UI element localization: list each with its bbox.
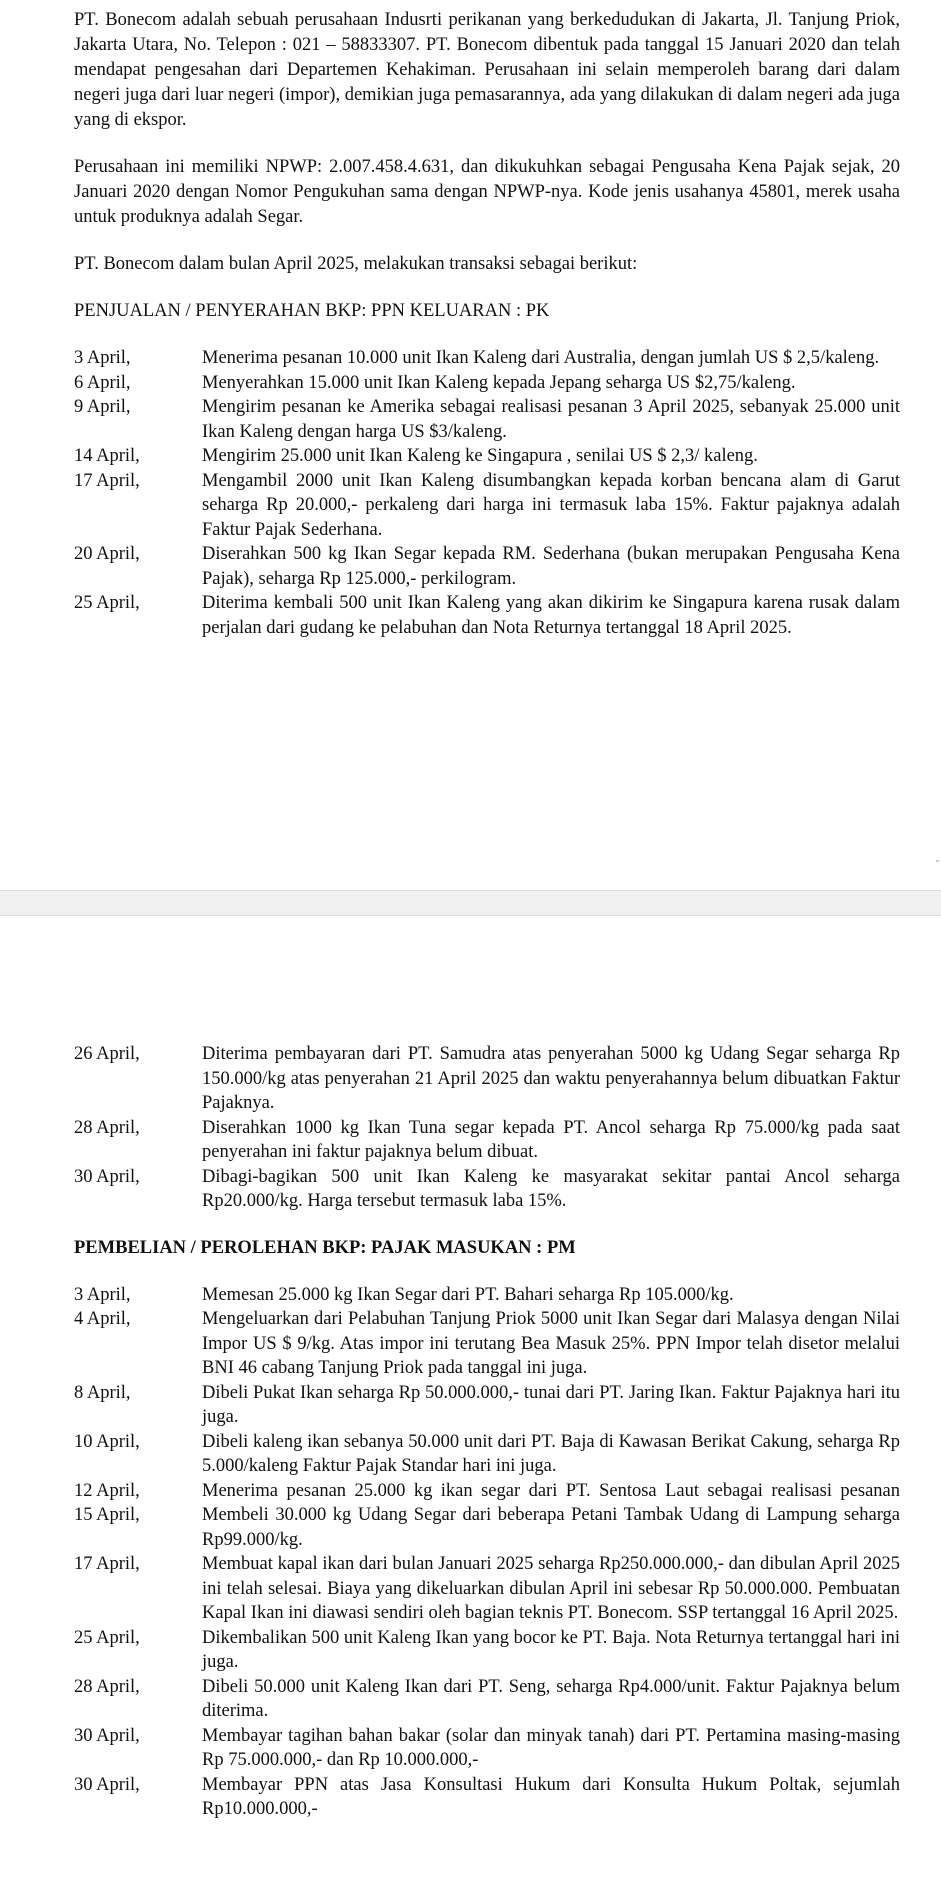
purchases-section-heading: PEMBELIAN / PEROLEHAN BKP: PAJAK MASUKAN : PM [74, 1237, 576, 1258]
transaction-description: Dibagi-bagikan 500 unit Ikan Kaleng ke masyarakat sekitar pantai Ancol seharga Rp20.000/kg. Harga tersebut termasuk laba 15%. [202, 1166, 900, 1211]
transaction-description: Dibeli kaleng ikan sebanya 50.000 unit dari PT. Baja di Kawasan Berikat Cakung, seharga Rp 5.000/kaleng Faktur Pajak Standar hari ini juga. [202, 1431, 900, 1476]
transaction-row [74, 469, 900, 543]
transaction-date: 3 April, [74, 348, 131, 368]
transaction-date: 4 April, [74, 1309, 131, 1329]
transaction-row [74, 346, 900, 371]
transaction-description: Mengeluarkan dari Pelabuhan Tanjung Priok 5000 unit Ikan Segar dari Malasya dengan Nilai Impor US $ 9/kg. Atas impor ini terutang Bea Masuk 25%. PPN Impor telah disetor melalui BNI 46 cabang Tanjung Priok pada tanggal ini juga. [202, 1309, 900, 1378]
transaction-date: 30 April, [74, 1166, 140, 1187]
sales-transactions-list [74, 346, 900, 640]
tax-registration-paragraph: Perusahaan ini memiliki NPWP: 2.007.458.4.631, dan dikukuhkan sebagai Pengusaha Kena Pajak sejak, 20 Januari 2020 dengan Nomor Pengukuhan sama dengan NPWP-nya. Kode jenis usahanya 45801, merek usaha untuk produknya adalah Segar. [74, 157, 900, 227]
transaction-description: Diterima kembali 500 unit Ikan Kaleng yang akan dikirim ke Singapura karena rusak dalam perjalan dari gudang ke pelabuhan dan Nota Returnya tertanggal 18 April 2025. [202, 593, 900, 638]
page-2-content [74, 1042, 900, 1822]
transaction-row [74, 1724, 900, 1773]
transaction-description: Dibeli Pukat Ikan seharga Rp 50.000.000,- tunai dari PT. Jaring Ikan. Faktur Pajaknya hari itu juga. [202, 1382, 900, 1427]
transaction-date: 28 April, [74, 1676, 140, 1697]
transaction-row [74, 1307, 900, 1381]
transaction-date: 9 April, [74, 397, 131, 417]
transaction-row [74, 1381, 900, 1430]
transaction-date: 26 April, [74, 1044, 140, 1064]
transaction-description: Mengambil 2000 unit Ikan Kaleng disumbangkan kepada korban bencana alam di Garut seharga Rp 20.000,- perkaleng dari harga ini termasuk laba 15%. Faktur pajaknya adalah Faktur Pajak Sederhana. [202, 470, 900, 540]
transaction-row [74, 1042, 900, 1116]
transaction-row [74, 1503, 900, 1552]
purchase-transactions-list [74, 1283, 900, 1822]
transaction-row [74, 395, 900, 444]
transaction-description: Dibeli 50.000 unit Kaleng Ikan dari PT. Seng, seharga Rp4.000/unit. Faktur Pajaknya belum diterima. [202, 1676, 900, 1721]
transactions-intro: PT. Bonecom dalam bulan April 2025, melakukan transaksi sebagai berikut: [74, 254, 638, 274]
transaction-description: Membeli 30.000 kg Udang Segar dari beberapa Petani Tambak Udang di Lampung seharga Rp99.000/kg. [202, 1505, 900, 1550]
transaction-description: Menerima pesanan 10.000 unit Ikan Kaleng dari Australia, dengan jumlah US $ 2,5/kaleng. [202, 348, 880, 368]
transaction-date: 20 April, [74, 544, 140, 564]
transaction-date: 30 April, [74, 1725, 140, 1746]
transaction-description: Mengirim 25.000 unit Ikan Kaleng ke Singapura , senilai US $ 2,3/ kaleng. [202, 446, 758, 466]
transaction-description: Menerima pesanan 25.000 kg ikan segar dari PT. Sentosa Laut sebagai realisasi pesanan [202, 1480, 900, 1501]
transaction-row [74, 1165, 900, 1214]
transaction-description: Memesan 25.000 kg Ikan Segar dari PT. Bahari seharga Rp 105.000/kg. [202, 1284, 734, 1305]
transaction-row [74, 1116, 900, 1165]
transaction-description: Diserahkan 1000 kg Ikan Tuna segar kepada PT. Ancol seharga Rp 75.000/kg pada saat penyerahan ini faktur pajaknya belum dibuat. [202, 1117, 900, 1162]
document-page-1 [0, 0, 941, 890]
transaction-row [74, 1773, 900, 1822]
transaction-description: Membayar tagihan bahan bakar (solar dan minyak tanah) dari PT. Pertamina masing-masing Rp 75.000.000,- dan Rp 10.000.000,- [202, 1725, 900, 1770]
transaction-date: 25 April, [74, 1627, 140, 1648]
transaction-date: 17 April, [74, 470, 140, 491]
transaction-date: 6 April, [74, 372, 131, 393]
sales-section-heading: PENJUALAN / PENYERAHAN BKP: PPN KELUARAN : PK [74, 301, 550, 321]
transaction-date: 14 April, [74, 446, 140, 466]
transaction-row [74, 1283, 900, 1308]
transaction-date: 15 April, [74, 1505, 140, 1525]
transaction-row [74, 1552, 900, 1626]
transaction-description: Menyerahkan 15.000 unit Ikan Kaleng kepada Jepang seharga US $2,75/kaleng. [202, 372, 796, 393]
transaction-date: 12 April, [74, 1480, 140, 1501]
transaction-description: Diterima pembayaran dari PT. Samudra atas penyerahan 5000 kg Udang Segar seharga Rp 150.000/kg atas penyerahan 21 April 2025 dan waktu penyerahannya belum dibuatkan Faktur Pajaknya. [202, 1044, 900, 1113]
transaction-description: Mengirim pesanan ke Amerika sebagai realisasi pesanan 3 April 2025, sebanyak 25.000 unit Ikan Kaleng dengan harga US $3/kaleng. [202, 397, 900, 442]
document-page-2 [0, 916, 941, 1886]
transaction-date: 8 April, [74, 1382, 131, 1403]
page-separator [0, 890, 941, 916]
transaction-date: 17 April, [74, 1554, 140, 1574]
page-1-content [74, 8, 900, 640]
page-edge-mark [936, 860, 939, 862]
transaction-row [74, 1430, 900, 1479]
transaction-description: Membayar PPN atas Jasa Konsultasi Hukum dari Konsulta Hukum Poltak, sejumlah Rp10.000.000,- [202, 1774, 900, 1819]
transaction-row [74, 1479, 900, 1504]
transaction-date: 3 April, [74, 1284, 131, 1305]
transaction-date: 28 April, [74, 1117, 140, 1138]
transaction-description: Membuat kapal ikan dari bulan Januari 2025 seharga Rp250.000.000,- dan dibulan April 2025 ini telah selesai. Biaya yang dikeluarkan dibulan April ini sebesar Rp 50.000.000. Pembuatan Kapal Ikan ini diawasi sendiri oleh bagian teknis PT. Bonecom. SSP tertanggal 16 April 2025. [202, 1554, 900, 1623]
transaction-row [74, 371, 900, 396]
transaction-date: 10 April, [74, 1431, 140, 1452]
transaction-row [74, 542, 900, 591]
transaction-row [74, 591, 900, 640]
transaction-date: 30 April, [74, 1774, 140, 1795]
transaction-description: Diserahkan 500 kg Ikan Segar kepada RM. Sederhana (bukan merupakan Pengusaha Kena Pajak), seharga Rp 125.000,- perkilogram. [202, 544, 900, 589]
transaction-row [74, 444, 900, 469]
transaction-row [74, 1675, 900, 1724]
transaction-date: 25 April, [74, 593, 140, 613]
company-profile-paragraph: PT. Bonecom adalah sebuah perusahaan Indusrti perikanan yang berkedudukan di Jakarta, Jl. Tanjung Priok, Jakarta Utara, No. Telepon : 021 – 58833307. PT. Bonecom dibentuk pada tanggal 15 Januari 2020 dan telah mendapat pengesahan dari Departemen Kehakiman. Perusahaan ini selain memperoleh barang dari dalam negeri juga dari luar negeri (impor), demikian juga pemasarannya, ada yang dilakukan di dalam negeri ada juga yang di ekspor. [74, 10, 901, 130]
transaction-row [74, 1626, 900, 1675]
sales-transactions-list-continued [74, 1042, 900, 1214]
transaction-description: Dikembalikan 500 unit Kaleng Ikan yang bocor ke PT. Baja. Nota Returnya tertanggal hari ini juga. [202, 1627, 900, 1672]
